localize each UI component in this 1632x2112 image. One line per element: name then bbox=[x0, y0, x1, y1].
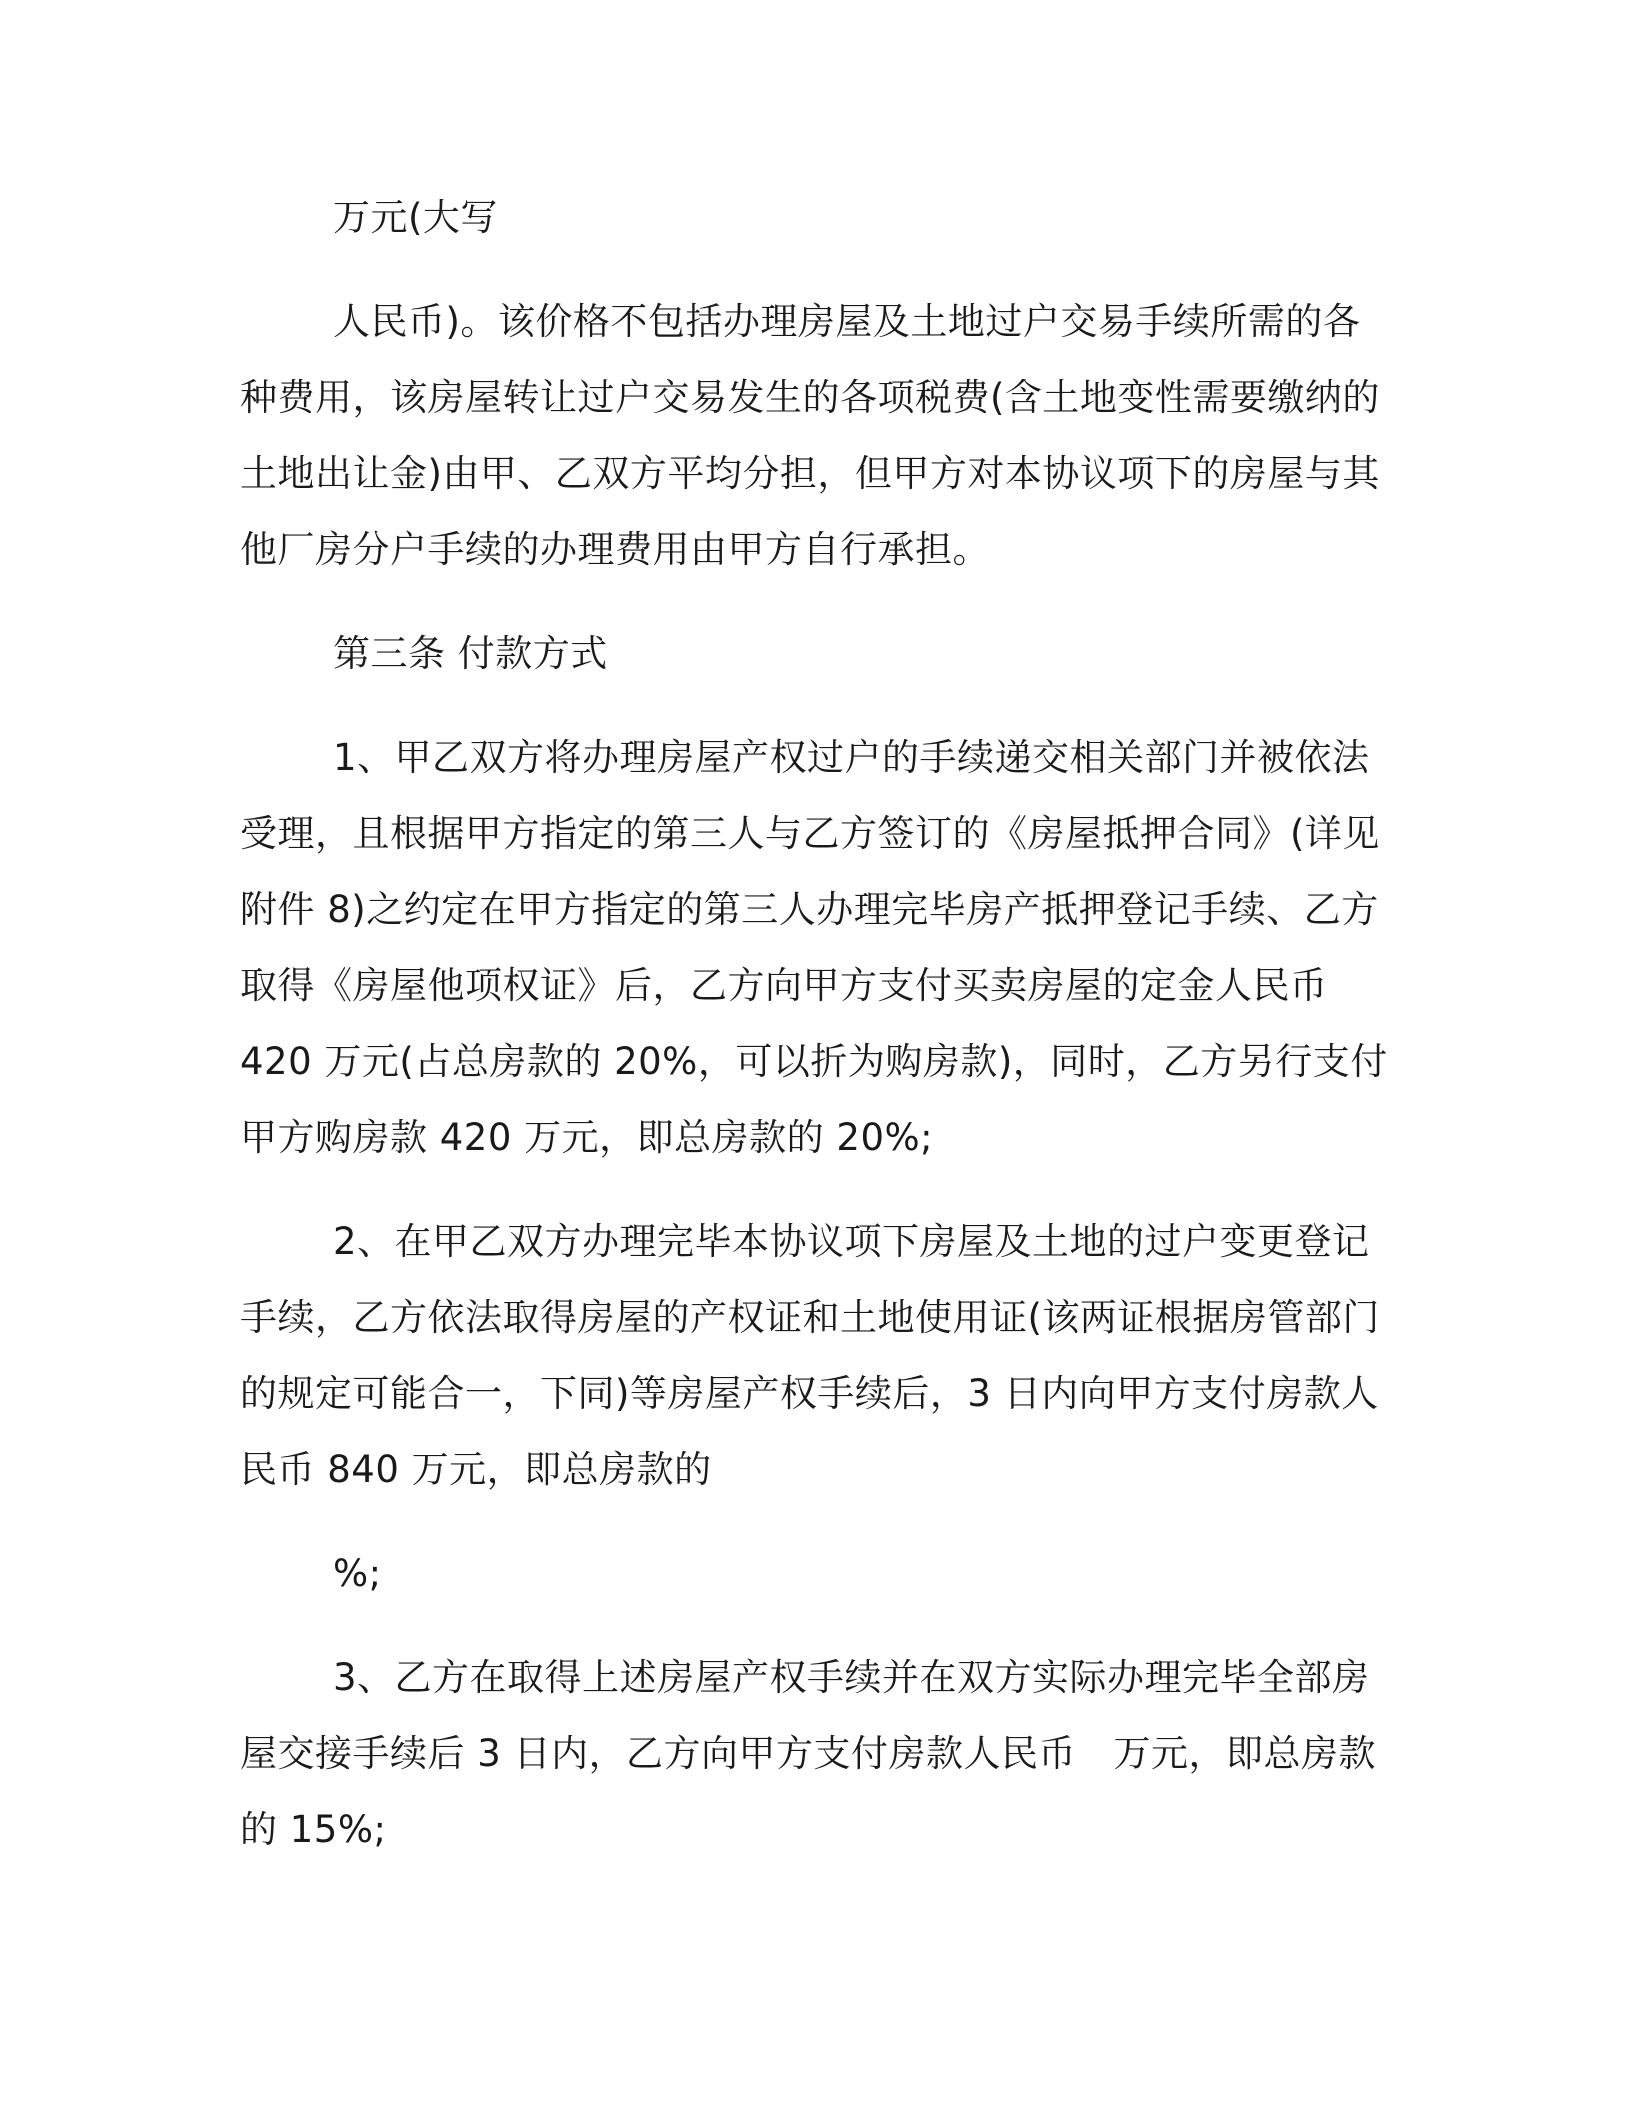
text-line-15: 的规定可能合一，下同)等房屋产权手续后，3 日内向甲方支付房款人 bbox=[240, 1372, 1379, 1415]
text-line-20: 的 15%; bbox=[240, 1808, 387, 1851]
text-line-11: 420 万元(占总房款的 20%，可以折为购房款)，同时，乙方另行支付 bbox=[240, 1040, 1388, 1083]
text-line-14: 手续，乙方依法取得房屋的产权证和土地使用证(该两证根据房管部门 bbox=[240, 1296, 1380, 1339]
text-line-5: 他厂房分户手续的办理费用由甲方自行承担。 bbox=[240, 528, 990, 571]
text-line-12: 甲方购房款 420 万元，即总房款的 20%; bbox=[240, 1116, 934, 1159]
section-heading: 第三条 付款方式 bbox=[333, 632, 608, 675]
text-line-4: 土地出让金)由甲、乙双方平均分担，但甲方对本协议项下的房屋与其 bbox=[240, 452, 1380, 495]
text-line-18: 3、乙方在取得上述房屋产权手续并在双方实际办理完毕全部房 bbox=[333, 1656, 1370, 1699]
text-line-17: %; bbox=[333, 1552, 382, 1595]
text-line-16: 民币 840 万元，即总房款的 bbox=[240, 1448, 712, 1491]
text-line-10: 取得《房屋他项权证》后，乙方向甲方支付买卖房屋的定金人民币 bbox=[240, 964, 1328, 1007]
text-line-13: 2、在甲乙双方办理完毕本协议项下房屋及土地的过户变更登记 bbox=[333, 1220, 1370, 1263]
text-line-7: 1、甲乙双方将办理房屋产权过户的手续递交相关部门并被依法 bbox=[333, 736, 1370, 779]
text-line-19: 屋交接手续后 3 日内，乙方向甲方支付房款人民币 万元，即总房款 bbox=[240, 1732, 1377, 1775]
text-line-2: 人民币)。该价格不包括办理房屋及土地过户交易手续所需的各 bbox=[333, 300, 1361, 343]
text-line-3: 种费用，该房屋转让过户交易发生的各项税费(含土地变性需要缴纳的 bbox=[240, 376, 1380, 419]
text-line-9: 附件 8)之约定在甲方指定的第三人办理完毕房产抵押登记手续、乙方 bbox=[240, 888, 1379, 931]
text-line-1: 万元(大写 bbox=[333, 196, 498, 239]
text-line-8: 受理，且根据甲方指定的第三人与乙方签订的《房屋抵押合同》(详见 bbox=[240, 812, 1380, 855]
